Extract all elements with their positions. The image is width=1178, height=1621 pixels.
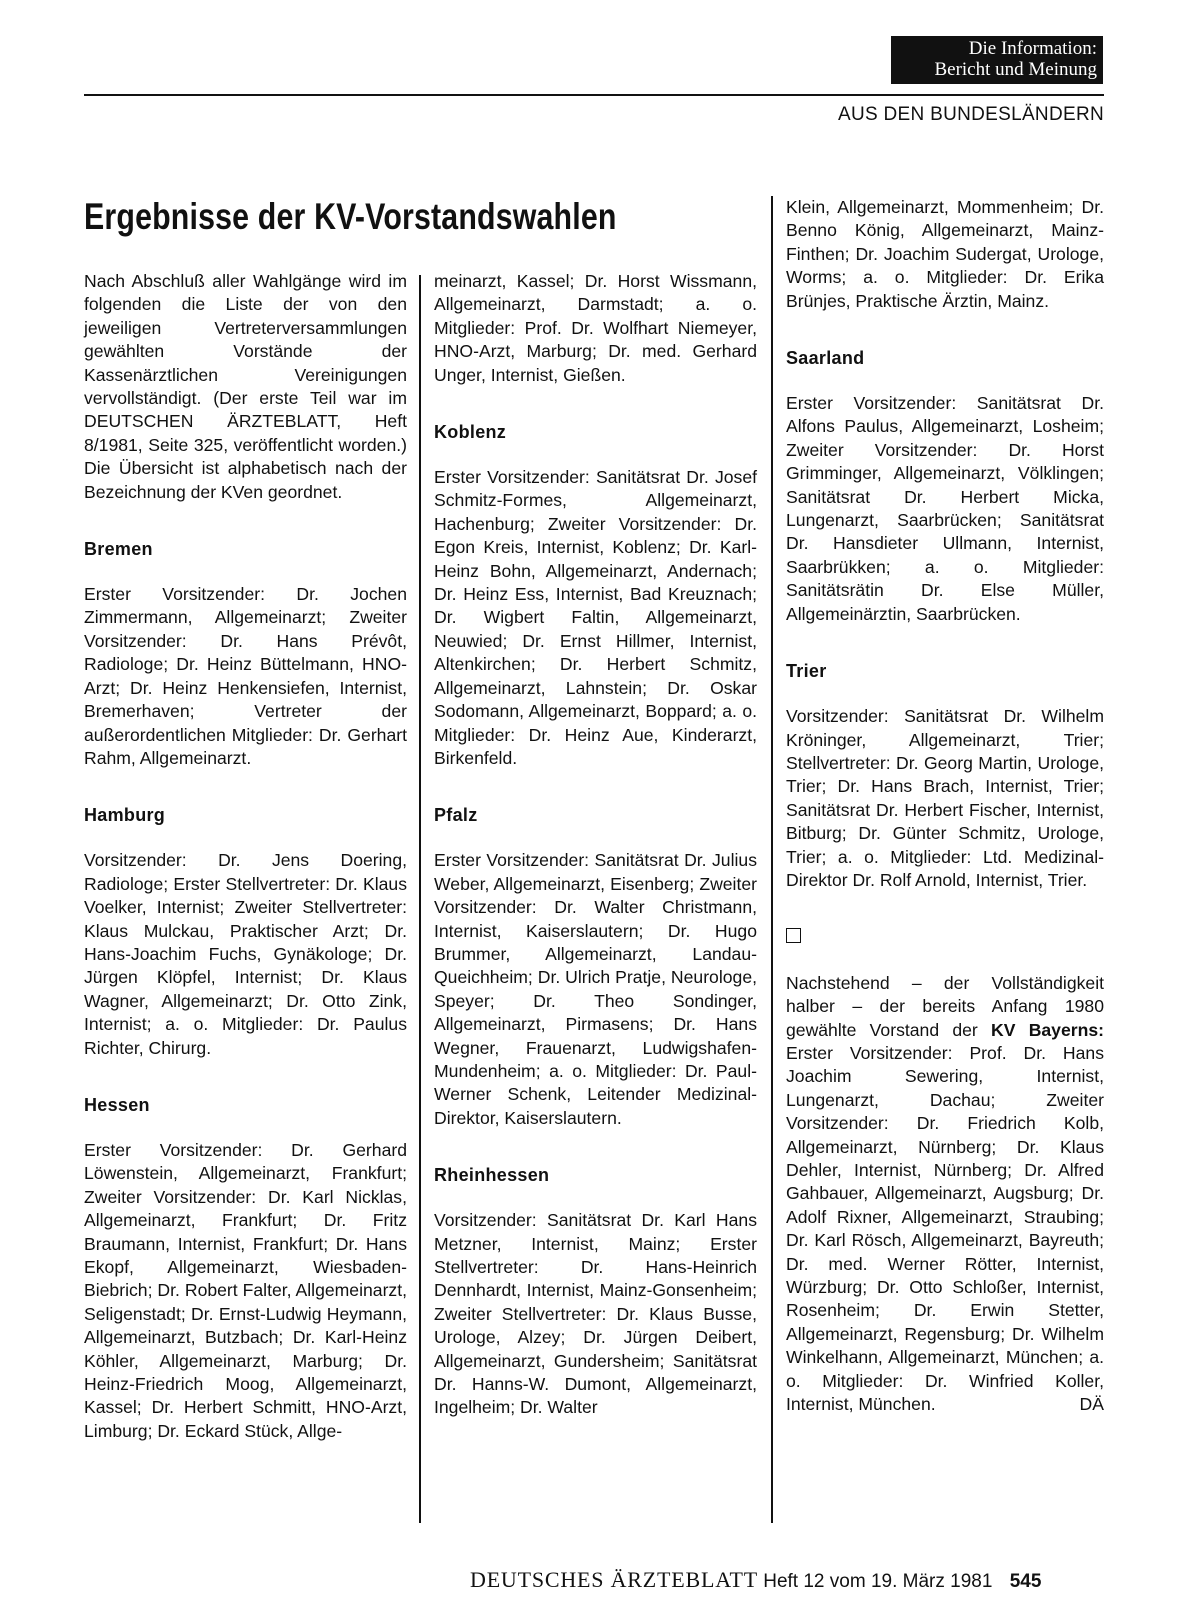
bayern-paragraph [786,972,1104,1417]
section-heading-hessen: Hessen [84,1094,150,1115]
header-tag-line1: Die Information: [968,38,1097,59]
section-heading-koblenz: Koblenz [434,422,507,443]
header-tag [891,36,1103,84]
section-text-pfalz: Erster Vorsitzender: Sanitätsrat Dr. Julius Weber, Allgemeinarzt, Eisenberg; Zweiter Vorsitzender: Dr. Walter Christmann, Internist, Kaiserslautern; Dr. Hugo Brummer, Allgemeinarzt, Landau-Queichheim; Dr. Ulrich Pratje, Neurologe, Speyer; Dr. Theo Sondinger, Allgemeinarzt, Pirmasens; Dr. Hans Wegner, Frauenarzt, Ludwigshafen-Mundenheim; a. o. Mitglieder: Dr. Paul-Werner Schenk, Leitender Medizinal-Direktor, Kaiserslautern. [434,850,757,1128]
section-text-rheinhessen-cont: Klein, Allgemeinarzt, Mommenheim; Dr. Benno König, Allgemeinarzt, Mainz-Finthen; Dr. Joachim Sudergat, Urologe, Worms; a. o. Mitglieder: Dr. Erika Brünjes, Praktische Ärztin, Mainz. [786,197,1104,311]
bayern-bold: KV Bayerns: [991,1019,1104,1040]
footer-issue: Heft 12 vom 19. März 1981 [763,1571,993,1592]
section-text-rheinhessen: Vorsitzender: Sanitätsrat Dr. Karl Hans Metzner, Internist, Mainz; Erster Stellvertreter: Dr. Hans-Heinrich Dennhardt, Internist, Mainz-Gonsenheim; Zweiter Stellvertreter: Dr. Klaus Busse, Urologe, Alzey; Dr. Jürgen Deibert, Allgemeinarzt, Gundersheim; Sanitätsrat Dr. Hanns-W. Dumont, Allgemeinarzt, Ingelheim; Dr. Walter [434,1210,757,1418]
bayern-text-after: Erster Vorsitzender: Prof. Dr. Hans Joachim Sewering, Internist, Lungenarzt, Dachau; Zweiter Vorsitzender: Dr. Friedrich Kolb, Allgemeinarzt, Nürnberg; Dr. Klaus Dehler, Internist, Nürnberg; Dr. Alfred Gahbauer, Allgemeinarzt, Augsburg; Dr. Adolf Rixner, Allgemeinarzt, Straubing; Dr. Karl Rösch, Allgemeinarzt, Bayreuth; Dr. med. Werner Rötter, Internist, Würzburg; Dr. Otto Schloßer, Internist, Rosenheim; Dr. Erwin Stetter, Allgemeinarzt, Regensburg; Dr. Wilhelm Winkelhann, Allgemeinarzt, München; a. o. Mitglieder: Dr. Winfried Koller, Internist, München. [786,1042,1104,1415]
column-1 [84,270,407,1443]
intro-paragraph: Nach Abschluß aller Wahlgänge wird im folgenden die Liste der von den jeweiligen Vertreterversammlungen gewählten Vorstände der Kassenärztlichen Vereinigungen vervollständigt. (Der erste Teil war im DEUTSCHEN ÄRZTEBLATT, Heft 8/1981, Seite 325, veröffentlicht worden.) Die Übersicht ist alphabetisch nach der Bezeichnung der KVen geordnet. [84,271,407,502]
section-text-trier: Vorsitzender: Sanitätsrat Dr. Wilhelm Kröninger, Allgemeinarzt, Trier; Stellvertreter: Dr. Georg Martin, Urologe, Trier; Dr. Hans Brach, Internist, Trier; Sanitätsrat Dr. Herbert Fischer, Internist, Bitburg; Dr. Günter Schmitz, Urologe, Trier; a. o. Mitglieder: Ltd. Medizinal-Direktor Dr. Rolf Arnold, Internist, Trier. [786,706,1104,890]
bayern-text-before: Nachstehend – der Vollständigkeit halber – der bereits Anfang 1980 gewählte Vorstand der [786,972,1104,1040]
section-heading-rheinhessen: Rheinhessen [434,1165,550,1186]
page-footer [470,1567,1041,1593]
section-heading-hamburg: Hamburg [84,805,166,826]
section-text-hessen: Erster Vorsitzender: Dr. Gerhard Löwenstein, Allgemeinarzt, Frankfurt; Zweiter Vorsitzender: Dr. Karl Nicklas, Allgemeinarzt, Frankfurt; Dr. Fritz Braumann, Internist, Frankfurt; Dr. Hans Ekopf, Allgemeinarzt, Wiesbaden-Biebrich; Dr. Robert Falter, Allgemeinarzt, Seligenstadt; Dr. Ernst-Ludwig Heymann, Allgemeinarzt, Butzbach; Dr. Karl-Heinz Köhler, Allgemeinarzt, Marburg; Dr. Heinz-Friedrich Moog, Allgemeinarzt, Kassel; Dr. Herbert Schmitt, HNO-Arzt, Limburg; Dr. Eckard Stück, Allge- [84,1139,407,1441]
section-text-saarland: Erster Vorsitzender: Sanitätsrat Dr. Alfons Paulus, Allgemeinarzt, Losheim; Zweiter Vorsitzender: Dr. Horst Grimminger, Allgemeinarzt, Völklingen; Sanitätsrat Dr. Herbert Micka, Lungenarzt, Saarbrücken; Sanitätsrat Dr. Hansdieter Ullmann, Internist, Saarbrükken; a. o. Mitglieder: Sanitätsrätin Dr. Else Müller, Allgemeinärztin, Saarbrücken. [786,393,1104,624]
section-heading-saarland: Saarland [786,348,865,369]
footer-page-number: 545 [1009,1571,1042,1592]
column-3 [786,196,1104,1416]
section-text-koblenz: Erster Vorsitzender: Sanitätsrat Dr. Josef Schmitz-Formes, Allgemeinarzt, Hachenburg; Zweiter Vorsitzender: Dr. Egon Kreis, Internist, Koblenz; Dr. Karl-Heinz Bohn, Allgemeinarzt, Andernach; Dr. Heinz Ess, Internist, Bad Kreuznach; Dr. Wigbert Faltin, Allgemeinarzt, Neuwied; Dr. Ernst Hillmer, Internist, Altenkirchen; Dr. Herbert Schmitz, Allgemeinarzt, Lahnstein; Dr. Oskar Sodomann, Allgemeinarzt, Boppard; a. o. Mitglieder: Dr. Heinz Aue, Kinderarzt, Birkenfeld. [434,467,757,768]
article-title: Ergebnisse der KV-Vorstandswahlen [84,196,617,237]
section-heading-bremen: Bremen [84,539,153,560]
column-2 [434,270,757,1420]
section-heading-pfalz: Pfalz [434,805,478,826]
section-text-bremen: Erster Vorsitzender: Dr. Jochen Zimmermann, Allgemeinarzt; Zweiter Vorsitzender: Dr. Hans Prévôt, Radiologe; Dr. Heinz Büttelmann, HNO-Arzt; Dr. Heinz Henkensiefen, Internist, Bremerhaven; Vertreter der außerordentlichen Mitglieder: Dr. Gerhart Rahm, Allgemeinarzt. [84,584,407,768]
section-label: AUS DEN BUNDESLÄNDERN [837,104,1104,125]
footer-journal: DEUTSCHES ÄRZTEBLATT [470,1567,758,1592]
section-text-hamburg: Vorsitzender: Dr. Jens Doering, Radiologe; Erster Stellvertreter: Dr. Klaus Voelker, Internist; Zweiter Stellvertreter: Klaus Mulckau, Praktischer Arzt; Dr. Hans-Joachim Fuchs, Gynäkologe; Dr. Jürgen Klöpfel, Internist; Dr. Klaus Wagner, Allgemeinarzt; Dr. Otto Zink, Internist; a. o. Mitglieder: Dr. Paulus Richter, Chirurg. [84,850,407,1058]
column-divider [419,275,421,1523]
signature: DÄ [1079,1394,1104,1415]
end-square-icon [786,928,801,943]
top-rule [84,94,1104,96]
section-heading-trier: Trier [786,661,827,682]
column-divider [771,196,773,1523]
section-text-hessen-cont: meinarzt, Kassel; Dr. Horst Wissmann, Allgemeinarzt, Darmstadt; a. o. Mitglieder: Prof. Dr. Wolfhart Niemeyer, HNO-Arzt, Marburg; Dr. med. Gerhard Unger, Internist, Gießen. [434,271,757,385]
header-tag-line2: Bericht und Meinung [934,59,1097,80]
